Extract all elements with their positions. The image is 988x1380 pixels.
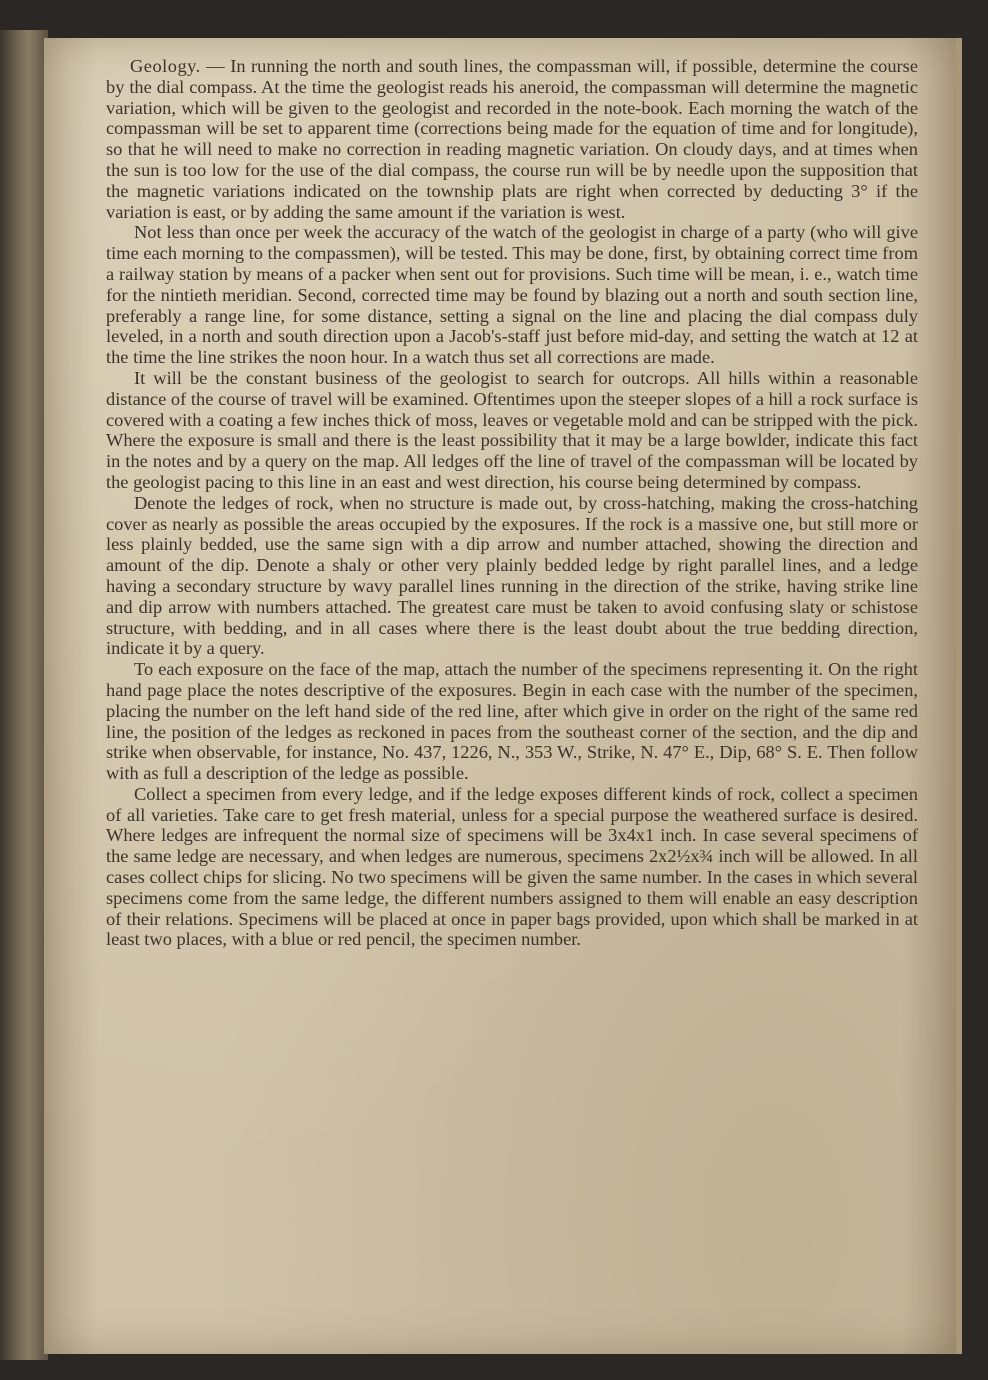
paragraph-1	[106, 56, 918, 222]
paragraph-2: Not less than once per week the accuracy of the watch of the geologist in charge of a party (who will give time each morning to the compassmen), will be tested. This may be done, first, by obtaining correct time from a railway station by means of a packer when sent out for provisions. Such time will be mean, i. e., watch time for the nintieth meridian. Second, corrected time may be found by blazing out a north and south section line, preferably a range line, for some distance, setting a signal on the line and placing the dial compass duly leveled, in a north and south direction upon a Jacob's-staff just before mid-day, and setting the watch at 12 at the time the line strikes the noon hour. In a watch thus set all corrections are made.	[106, 222, 918, 368]
paragraph-6: Collect a specimen from every ledge, and if the ledge exposes different kinds of rock, collect a specimen of all varieties. Take care to get fresh material, unless for a special purpose the weathered surface is desired. Where ledges are infrequent the normal size of specimens will be 3x4x1 inch. In case several specimens of the same ledge are necessary, and when ledges are numerous, specimens 2x2½x¾ inch will be allowed. In all cases collect chips for slicing. No two specimens will be given the same number. In the cases in which several specimens come from the same ledge, the different numbers assigned to them will enable an easy description of their relations. Specimens will be placed at once in paper bags provided, upon which shall be marked in at least two places, with a blue or red pencil, the specimen number.	[106, 783, 918, 950]
paragraph-4: Denote the ledges of rock, when no structure is made out, by cross-hatching, making the cross-hatching cover as nearly as possible the areas occupied by the exposures. If the rock is a massive one, but still more or less plainly bedded, use the same sign with a dip arrow and number attached, showing the direction and amount of the dip. Denote a shaly or other very plainly bedded ledge by right parallel lines, and a ledge having a secondary structure by wavy parallel lines running in the direction of the strike, having strike line and dip arrow with numbers attached. The greatest care must be taken to avoid confusing slaty or schistose structure, with bedding, and in all cases where there is the least doubt about the true bedding direction, indicate it by a query.	[106, 492, 918, 659]
section-lead: Geology.	[130, 56, 201, 76]
page	[44, 38, 962, 1354]
paragraph-5: To each exposure on the face of the map, attach the number of the specimens representing it. On the right hand page place the notes descriptive of the exposures. Begin in each case with the number of the specimen, placing the number on the left hand side of the red line, after which give in order on the right of the same red line, the position of the ledges as reckoned in paces from the southeast corner of the section, and the dip and strike when observable, for instance, No. 437, 1226, N., 353 W., Strike, N. 47° E., Dip, 68° S. E. Then follow with as full a description of the ledge as possible.	[106, 659, 918, 784]
paragraph-3: It will be the constant business of the geologist to search for outcrops. All hills within a reasonable distance of the course of travel will be examined. Oftentimes upon the steeper slopes of a hill a rock surface is covered with a coating a few inches thick of moss, leaves or vegetable mold and can be stripped with the pick. Where the exposure is small and there is the least possibility that it may be a large bowlder, indicate this fact in the notes and by a query on the map. All ledges off the line of travel of the compassman will be located by the geologist pacing to this line in an east and west direction, his course being determined by compass.	[106, 367, 918, 492]
paragraph-text: — In running the north and south lines, the compassman will, if possible, determine the course by the dial compass. At the time the geologist reads his aneroid, the compassman will determine the magnetic variation, which will be given to the geologist and recorded in the note-book. Each morning the watch of the compassman will be set to apparent time (corrections being made for the equation of time and for longitude), so that he will need to make no correction in reading magnetic variation. On cloudy days, and at times when the sun is too low for the use of the dial compass, the course run will be by needle upon the supposition that the magnetic variations indicated on the township plats are right when corrected by deducting 3° if the variation is east, or by adding the same amount if the variation is west.	[106, 56, 918, 222]
page-text	[106, 56, 918, 950]
book-binding	[0, 30, 48, 1360]
